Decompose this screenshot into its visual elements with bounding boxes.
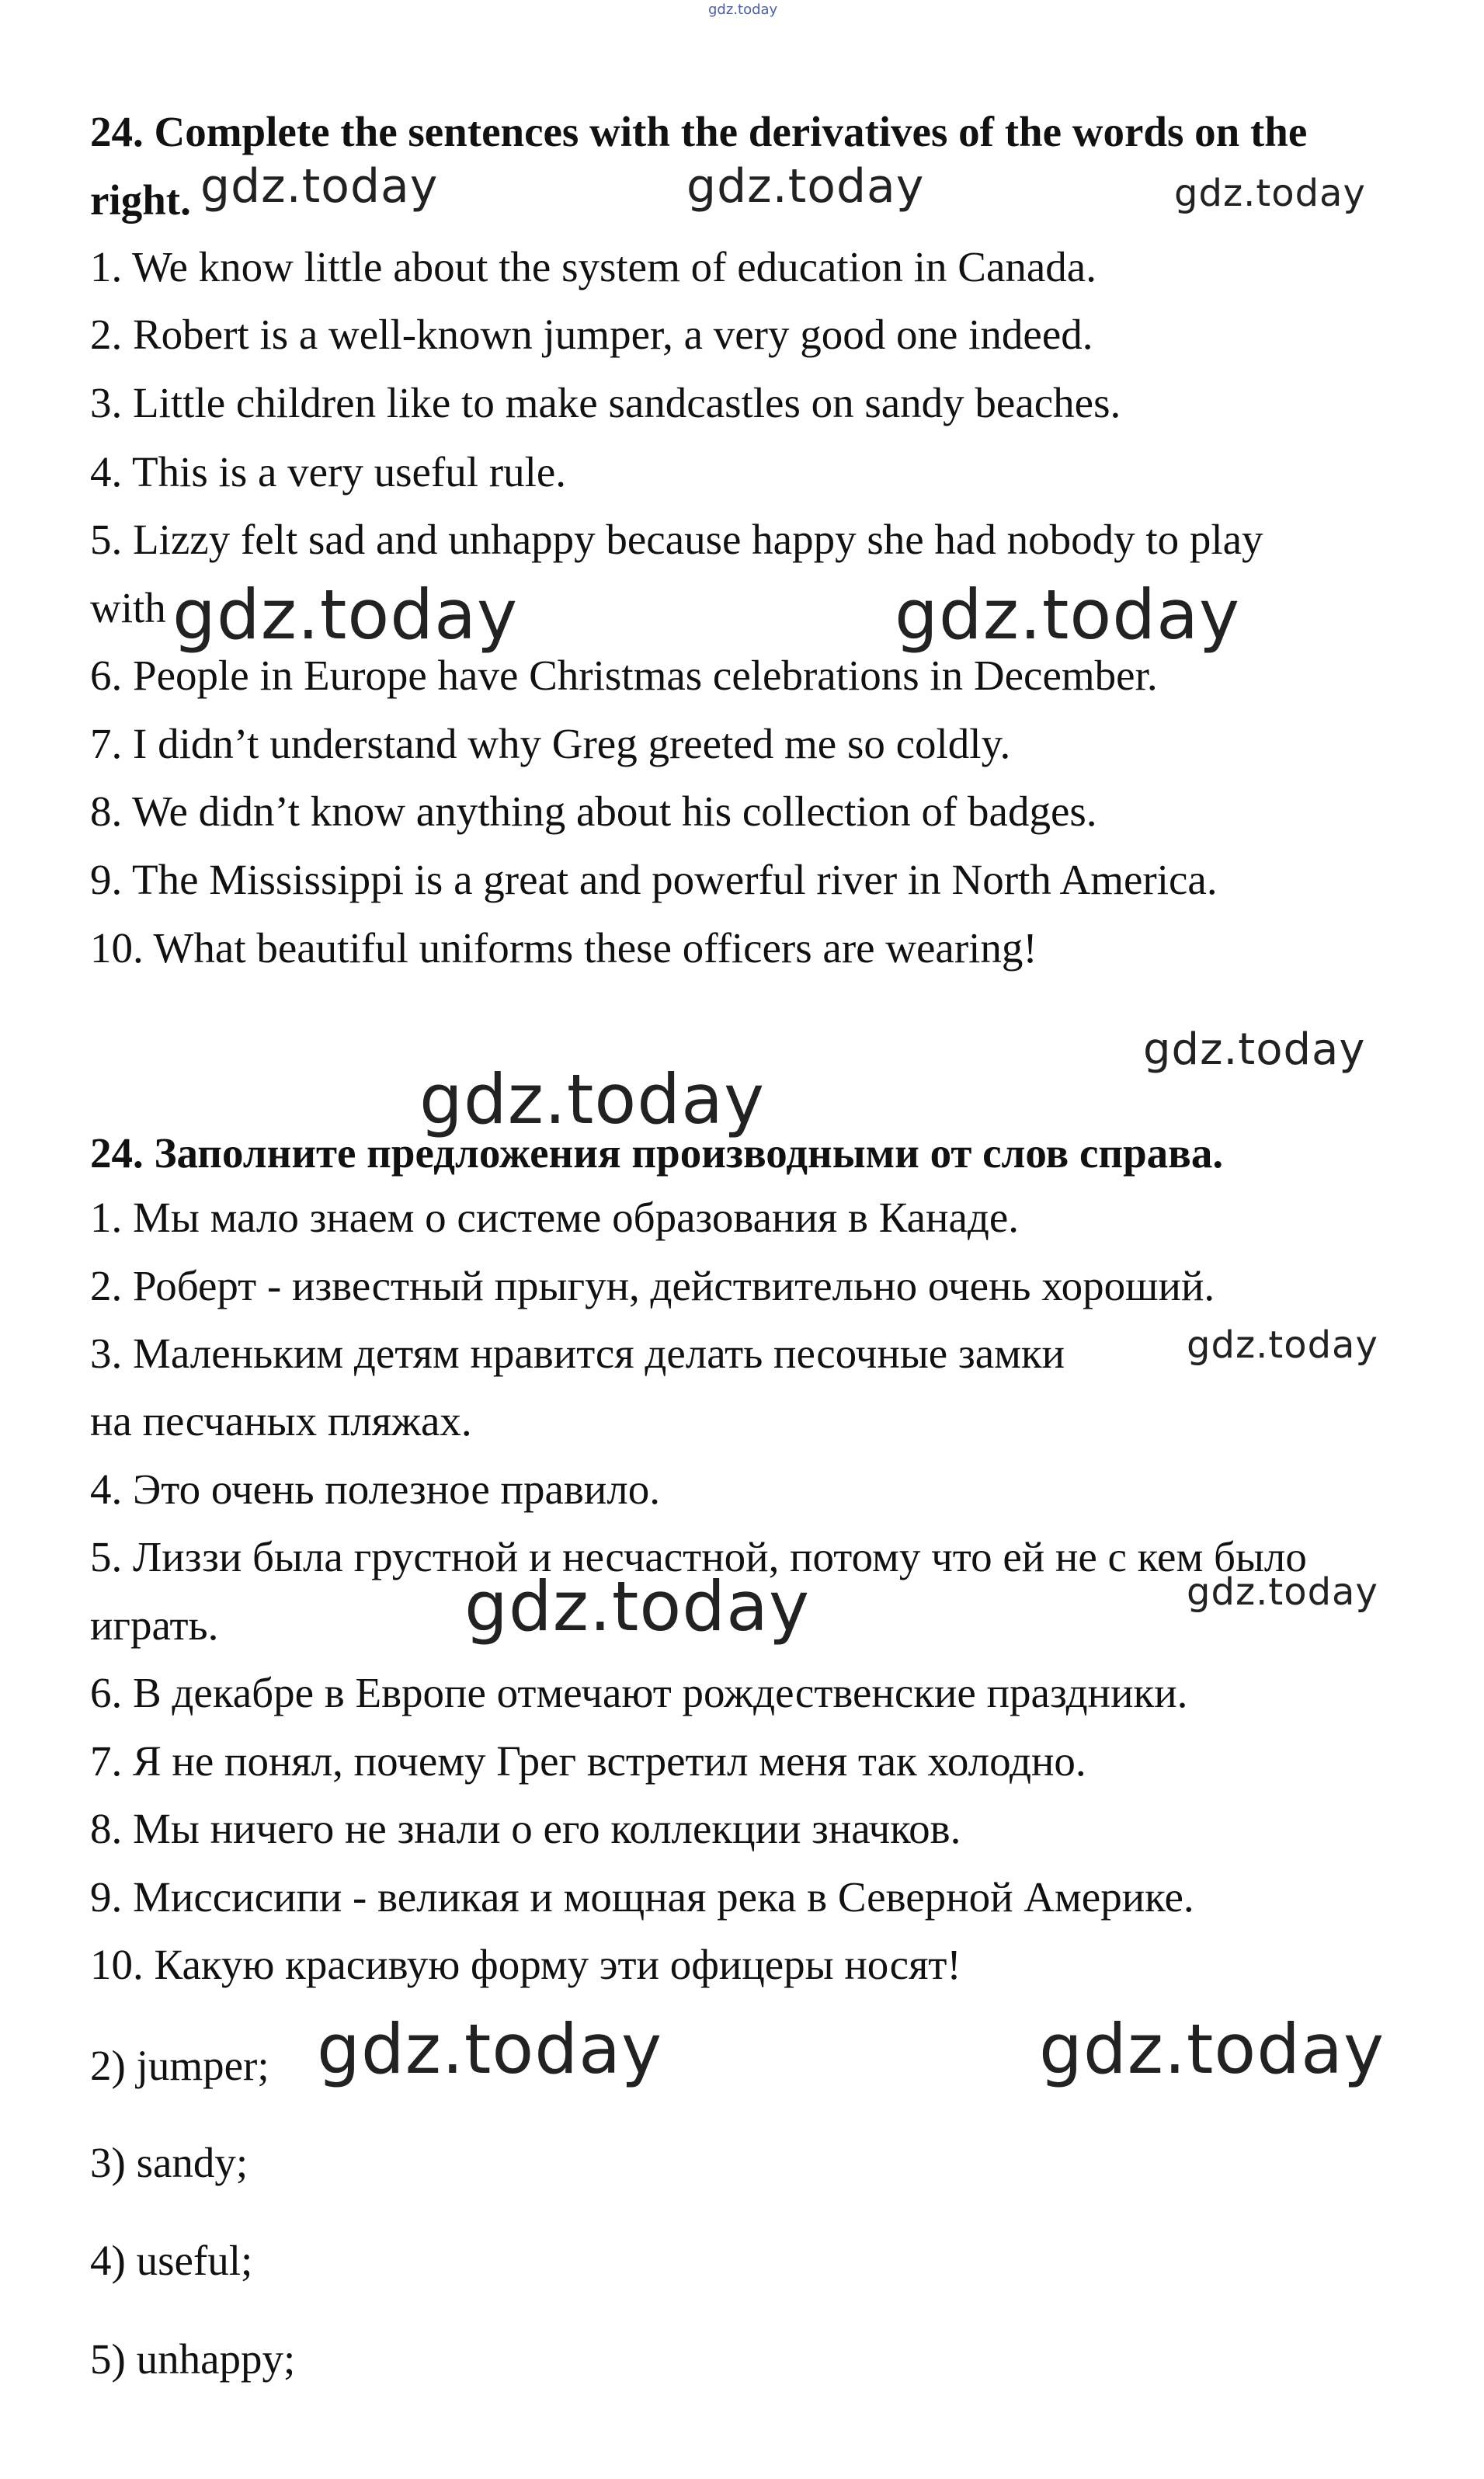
russian-sentence-4: 4. Это очень полезное правило. [90, 1465, 660, 1513]
russian-sentence-5: 5. Лиззи была грустной и несчастной, потому что ей не с кем было [90, 1533, 1307, 1580]
watermark: gdz.today [1039, 2009, 1385, 2089]
russian-title: 24. Заполните предложения производными от слов справа. [90, 1129, 1224, 1177]
english-sentence-2: 2. Robert is a well-known jumper, a very good one indeed. [90, 311, 1093, 358]
russian-sentence-1: 1. Мы мало знаем о системе образования в Канаде. [90, 1194, 1020, 1241]
watermark: gdz.today [172, 575, 519, 655]
russian-sentence-5-continued: играть. [90, 1601, 219, 1649]
english-sentence-5: 5. Lizzy felt sad and unhappy because happy she had nobody to play [90, 516, 1263, 563]
english-sentence-5-continued: with [90, 584, 166, 631]
watermark: gdz.today [1187, 1323, 1378, 1367]
russian-sentence-10: 10. Какую красивую форму эти офицеры носят! [90, 1941, 961, 1988]
answer-2: 2) jumper; [90, 2042, 269, 2089]
english-sentence-9: 9. The Mississippi is a great and powerful river in North America. [90, 856, 1218, 903]
russian-sentence-2: 2. Роберт - известный прыгун, действительно очень хороший. [90, 1262, 1215, 1309]
english-title-line-1: 24. Complete the sentences with the derivatives of the words on the [90, 108, 1308, 155]
russian-sentence-9: 9. Миссисипи - великая и мощная река в Северной Америке. [90, 1873, 1194, 1921]
top-watermark: gdz.today [708, 2, 778, 18]
english-sentence-8: 8. We didn’t know anything about his collection of badges. [90, 788, 1097, 835]
russian-sentence-8: 8. Мы ничего не знали о его коллекции значков. [90, 1805, 961, 1852]
english-title-line-2: right. [90, 176, 191, 224]
english-sentence-10: 10. What beautiful uniforms these officers are wearing! [90, 924, 1037, 972]
watermark: gdz.today [686, 159, 925, 214]
russian-sentence-3: 3. Маленьким детям нравится делать песочные замки [90, 1330, 1065, 1377]
english-sentence-1: 1. We know little about the system of education in Canada. [90, 243, 1096, 290]
watermark: gdz.today [1143, 1024, 1366, 1075]
russian-sentence-6: 6. В декабре в Европе отмечают рождественские праздники. [90, 1669, 1188, 1716]
watermark: gdz.today [419, 1059, 766, 1139]
russian-sentence-3-continued: на песчаных пляжах. [90, 1397, 472, 1445]
answer-4: 4) useful; [90, 2237, 253, 2284]
watermark: gdz.today [200, 159, 439, 214]
watermark: gdz.today [464, 1566, 811, 1646]
russian-sentence-7: 7. Я не понял, почему Грег встретил меня так холодно. [90, 1737, 1086, 1785]
english-sentence-7: 7. I didn’t understand why Greg greeted me so coldly. [90, 720, 1011, 767]
english-sentence-4: 4. This is a very useful rule. [90, 448, 567, 495]
english-sentence-3: 3. Little children like to make sandcastles on sandy beaches. [90, 379, 1121, 426]
answer-5: 5) unhappy; [90, 2335, 296, 2383]
watermark: gdz.today [895, 575, 1241, 655]
watermark: gdz.today [317, 2009, 663, 2089]
english-sentence-6: 6. People in Europe have Christmas celebrations in December. [90, 652, 1158, 699]
watermark: gdz.today [1174, 172, 1366, 215]
answer-3: 3) sandy; [90, 2139, 248, 2186]
watermark: gdz.today [1187, 1570, 1378, 1614]
